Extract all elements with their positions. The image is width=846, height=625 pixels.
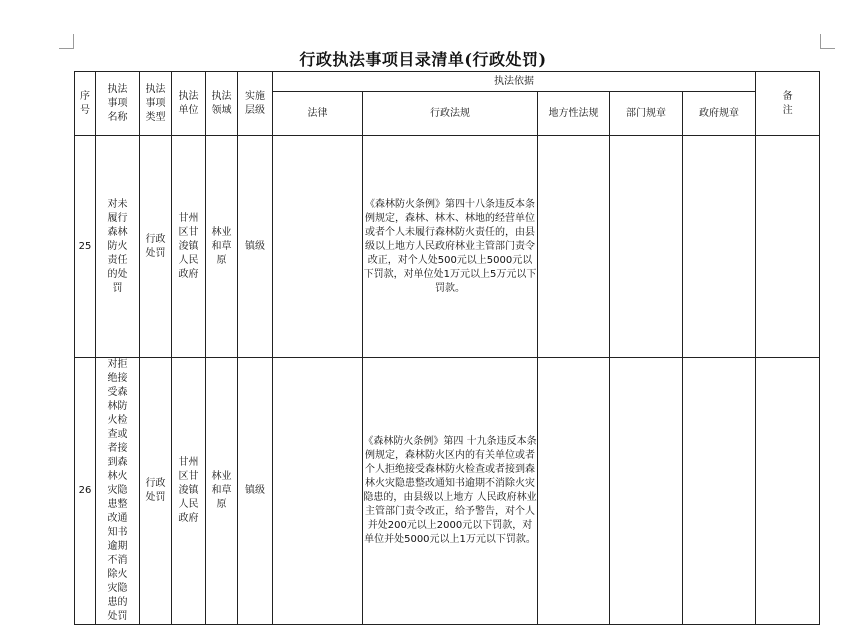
header-local: 地方性法规 bbox=[538, 92, 610, 136]
table-row bbox=[75, 358, 820, 625]
header-dept: 部门规章 bbox=[610, 92, 683, 136]
header-basis: 执法依据 bbox=[273, 72, 756, 92]
row-seq: 25 bbox=[75, 136, 96, 358]
row-gov bbox=[683, 358, 756, 625]
row-regulation: 《森林防火条例》第四 十九条违反本条例规定，森林防火区内的有关单位或者个人拒绝接受森林防火检查或者接到森林火灾隐患整改通知书逾期不消除火灾隐患的，由县级以上地方 人民政府林业主管部门责令改正，给予警告，对个人并处200元以上2000元以下罚款，对单位并处5000元以上1万元以下罚款。 bbox=[363, 358, 538, 625]
row-unit: 甘州区甘浚镇人民政府 bbox=[172, 136, 206, 358]
row-name: 对拒绝接受森林防火检查或者接到森林火灾隐患整改通知书逾期不消除火灾隐患的处罚 bbox=[96, 358, 140, 625]
header-level: 实施层级 bbox=[238, 72, 273, 136]
header-unit: 执法单位 bbox=[172, 72, 206, 136]
row-remark bbox=[756, 136, 820, 358]
row-name: 对未履行森林防火责任的处罚 bbox=[96, 136, 140, 358]
row-dept bbox=[610, 358, 683, 625]
header-regulation: 行政法规 bbox=[363, 92, 538, 136]
row-seq: 26 bbox=[75, 358, 96, 625]
row-local bbox=[538, 358, 610, 625]
header-row-1 bbox=[75, 72, 820, 92]
row-remark bbox=[756, 358, 820, 625]
row-field: 林业和草原 bbox=[206, 358, 238, 625]
row-law bbox=[273, 136, 363, 358]
header-type: 执法事项类型 bbox=[140, 72, 172, 136]
row-level: 镇级 bbox=[238, 136, 273, 358]
row-dept bbox=[610, 136, 683, 358]
row-unit: 甘州区甘浚镇人民政府 bbox=[172, 358, 206, 625]
row-law bbox=[273, 358, 363, 625]
header-gov: 政府规章 bbox=[683, 92, 756, 136]
row-field: 林业和草原 bbox=[206, 136, 238, 358]
row-type: 行政处罚 bbox=[140, 136, 172, 358]
enforcement-table bbox=[74, 71, 820, 625]
row-type: 行政处罚 bbox=[140, 358, 172, 625]
row-gov bbox=[683, 136, 756, 358]
header-field: 执法领域 bbox=[206, 72, 238, 136]
table-row bbox=[75, 136, 820, 358]
header-remark: 备注 bbox=[756, 72, 820, 136]
row-level: 镇级 bbox=[238, 358, 273, 625]
header-seq: 序号 bbox=[75, 72, 96, 136]
header-law: 法律 bbox=[273, 92, 363, 136]
document-title: 行政执法事项目录清单(行政处罚) bbox=[299, 50, 547, 69]
row-regulation: 《森林防火条例》第四十八条违反本条例规定，森林、林木、林地的经营单位或者个人未履行森林防火责任的，由县级以上地方人民政府林业主管部门责令改正，对个人处500元以上5000元以下罚款，对单位处1万元以上5万元以下罚款。 bbox=[363, 136, 538, 358]
header-name: 执法事项名称 bbox=[96, 72, 140, 136]
row-local bbox=[538, 136, 610, 358]
